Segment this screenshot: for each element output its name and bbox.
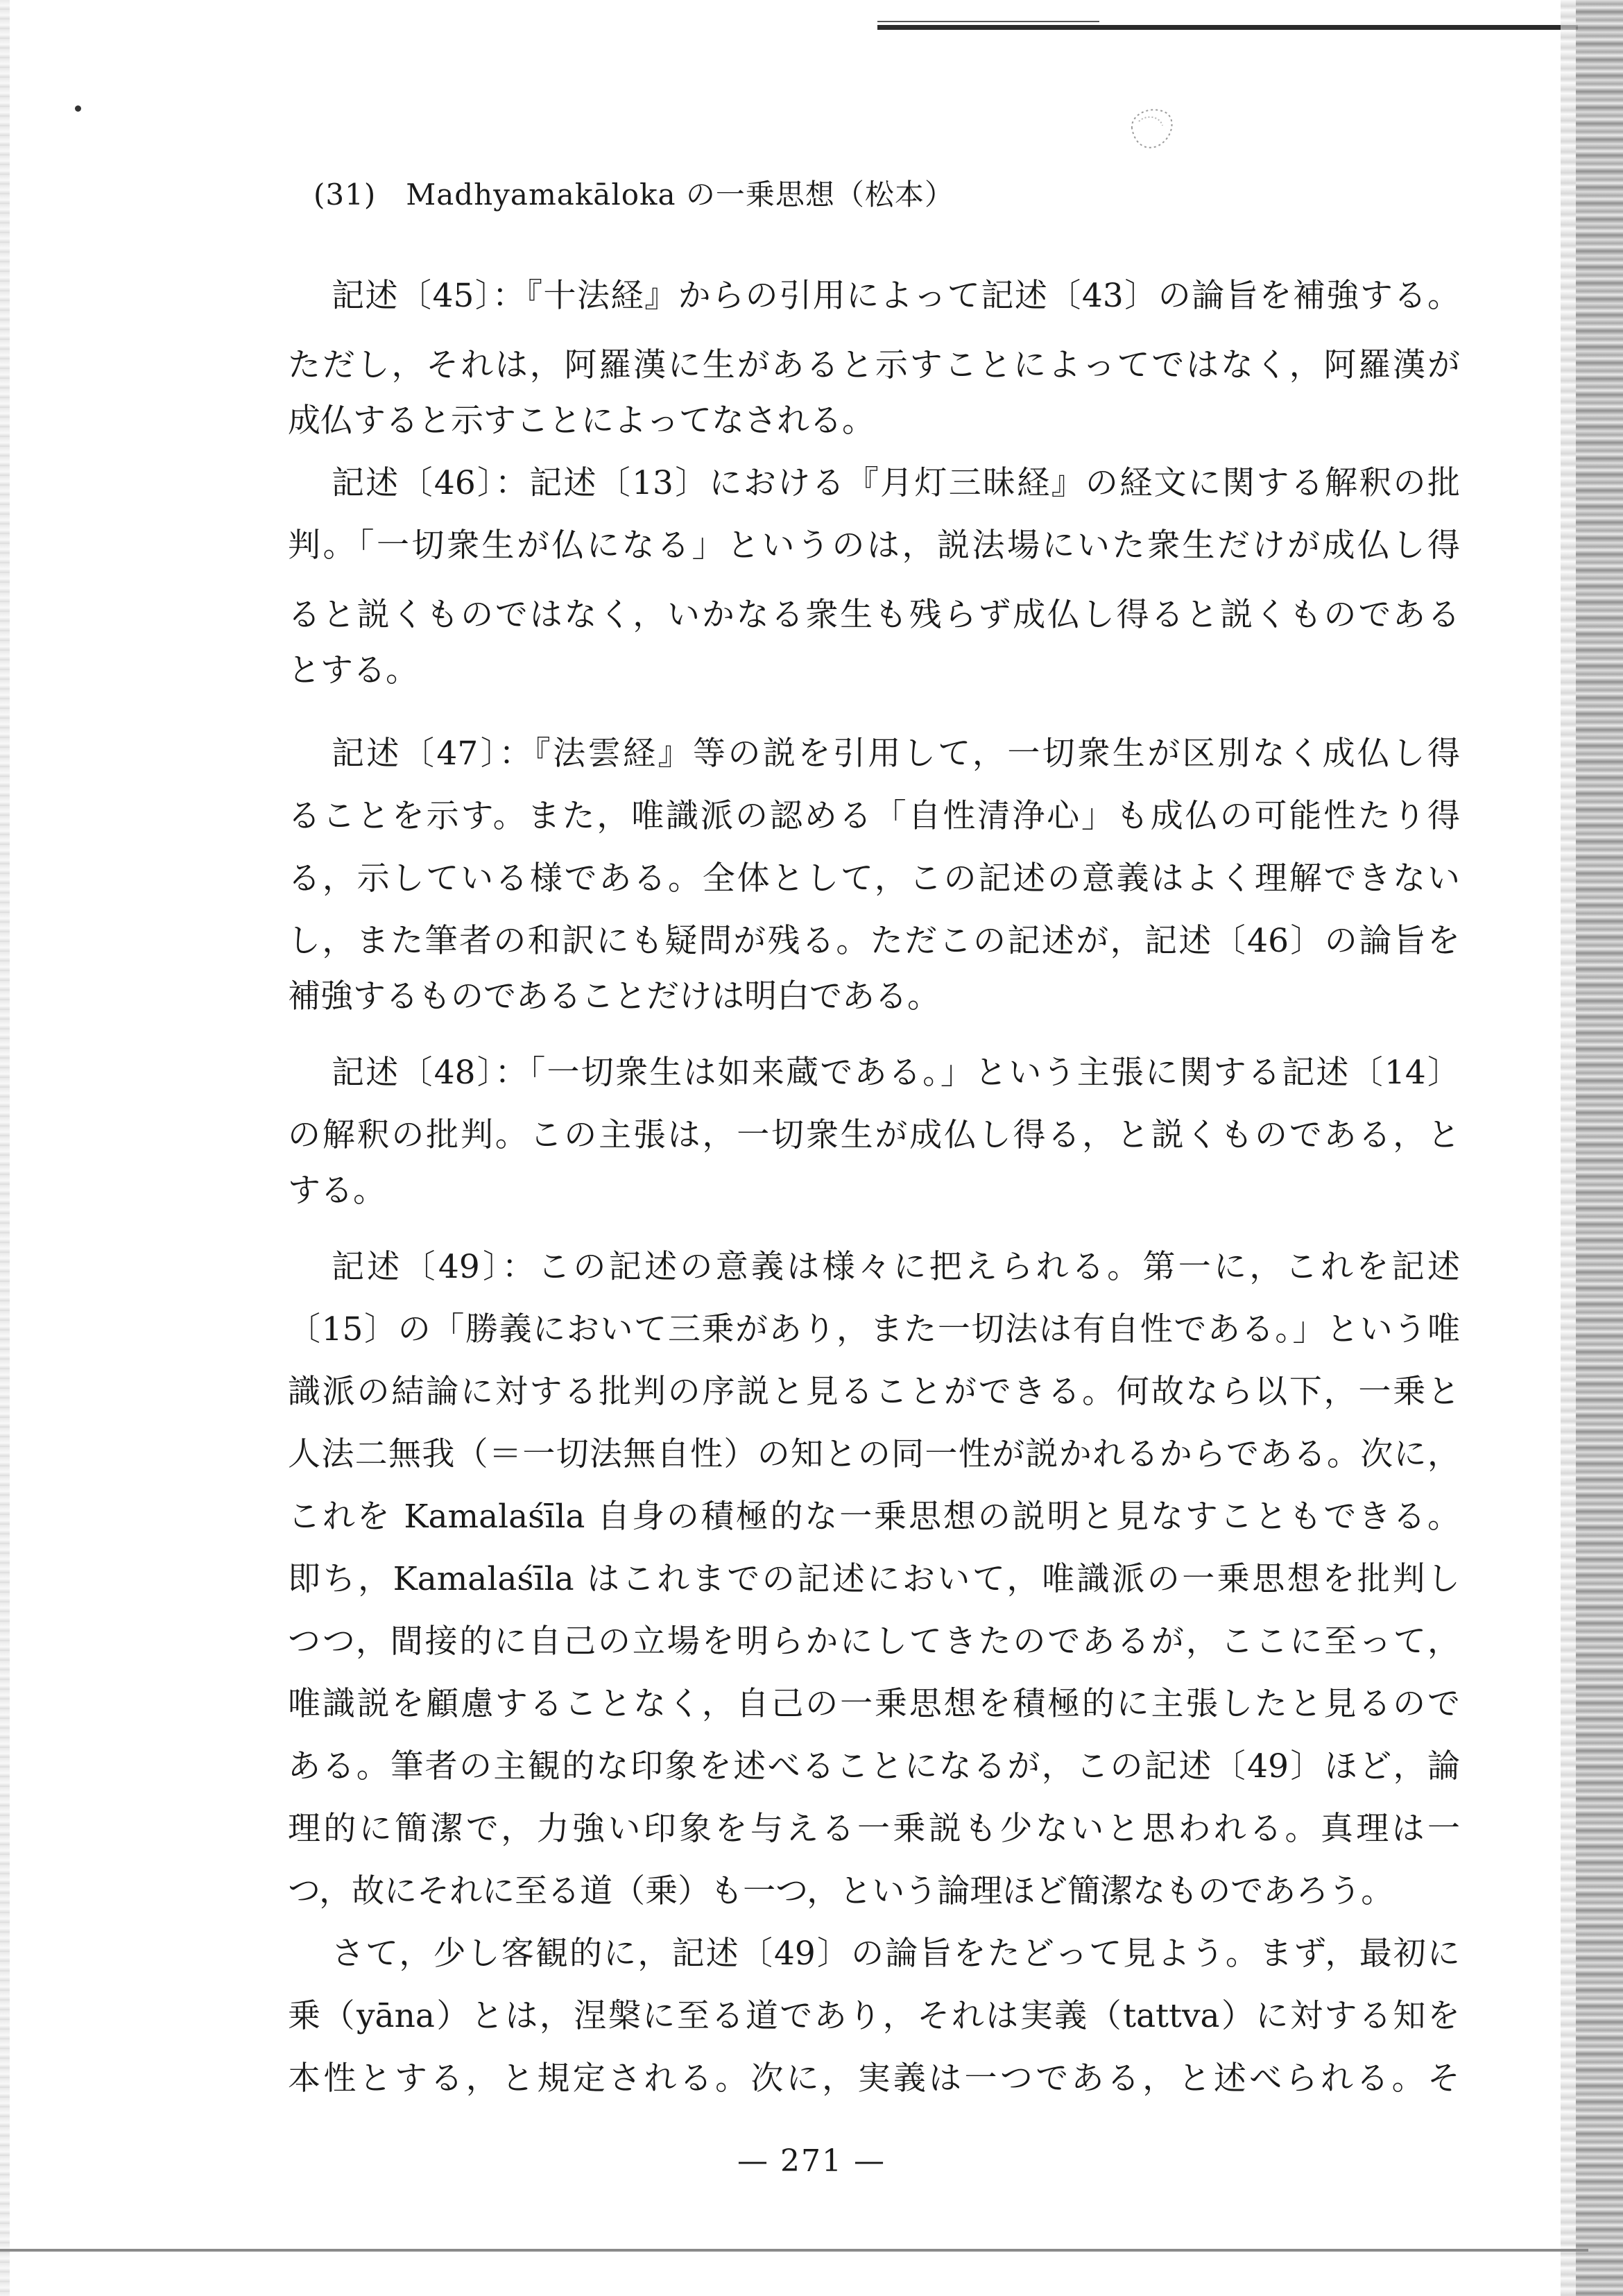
text-line: これを Kamalaśīla 自身の積極的な一乗思想の説明と見なすこともできる。 bbox=[288, 1498, 1460, 1536]
text-line: 本性とする，と規定される。次に，実義は一つである，と述べられる。そ bbox=[288, 2059, 1460, 2098]
scan-bottom-rule bbox=[0, 2249, 1588, 2252]
text-line: 記述〔48〕：「一切衆生は如来蔵である。」という主張に関する記述〔14〕 bbox=[332, 1054, 1460, 1092]
scan-top-rule-thin bbox=[877, 21, 1099, 22]
text-line: 判。「一切衆生が仏になる」というのは，説法場にいた衆生だけが成仏し得 bbox=[288, 526, 1460, 565]
scan-top-rule bbox=[877, 25, 1578, 30]
text-line: ることを示す。また，唯識派の認める「自性清浄心」も成仏の可能性たり得 bbox=[288, 797, 1460, 835]
scan-right-edge-inner bbox=[1561, 0, 1576, 2296]
text-line: 人法二無我（＝一切法無自性）の知との同一性が説かれるからである。次に， bbox=[288, 1435, 1460, 1473]
scan-speck bbox=[75, 105, 81, 112]
faint-stamp-mark bbox=[1118, 101, 1182, 155]
text-line: 唯識説を顧慮することなく，自己の一乗思想を積極的に主張したと見るので bbox=[288, 1685, 1460, 1723]
text-line: 成仏すると示すことによってなされる。 bbox=[288, 402, 875, 440]
text-line: 記述〔46〕：記述〔13〕における『月灯三昧経』の経文に関する解釈の批 bbox=[332, 464, 1460, 502]
text-line: 識派の結論に対する批判の序説と見ることができる。何故なら以下，一乗と bbox=[288, 1373, 1460, 1411]
text-line: 記述〔45〕：『十法経』からの引用によって記述〔43〕の論旨を補強する。 bbox=[332, 277, 1460, 315]
text-line: さて，少し客観的に，記述〔49〕の論旨をたどって見よう。まず，最初に bbox=[332, 1935, 1460, 1973]
text-line: する。 bbox=[288, 1172, 386, 1210]
text-line: る，示している様である。全体として，この記述の意義はよく理解できない bbox=[288, 859, 1460, 898]
text-line: ると説くものではなく，いかなる衆生も残らず成仏し得ると説くものである bbox=[288, 596, 1460, 634]
text-line: つ，故にそれに至る道（乗）も一つ，という論理ほど簡潔なものであろう。 bbox=[288, 1872, 1394, 1910]
text-line: 乗（yāna）とは，涅槃に至る道であり，それは実義（tattva）に対する知を bbox=[288, 1997, 1460, 2035]
scan-right-edge bbox=[1576, 0, 1623, 2296]
text-line: し，また筆者の和訳にも疑問が残る。ただこの記述が，記述〔46〕の論旨を bbox=[288, 922, 1460, 960]
text-line: 〔15〕の「勝義において三乗があり，また一切法は有自性である。」という唯 bbox=[288, 1310, 1460, 1348]
text-line: 理的に簡潔で，力強い印象を与える一乗説も少ないと思われる。真理は一 bbox=[288, 1810, 1460, 1848]
text-line: とする。 bbox=[288, 651, 418, 689]
scan-left-edge bbox=[0, 0, 10, 2296]
page-number: — 271 — bbox=[737, 2143, 886, 2179]
text-line: つつ，間接的に自己の立場を明らかにしてきたのであるが，ここに至って， bbox=[288, 1622, 1460, 1661]
page-header: (31) Madhyamakāloka の一乗思想（松本） bbox=[314, 178, 954, 212]
text-line: ある。筆者の主観的な印象を述べることになるが，この記述〔49〕ほど，論 bbox=[288, 1747, 1460, 1785]
text-line: ただし，それは，阿羅漢に生があると示すことによってではなく，阿羅漢が bbox=[288, 346, 1460, 384]
text-line: 即ち，Kamalaśīla はこれまでの記述において，唯識派の一乗思想を批判し bbox=[288, 1560, 1460, 1598]
text-line: 記述〔49〕：この記述の意義は様々に把えられる。第一に，これを記述 bbox=[332, 1248, 1460, 1286]
text-line: 記述〔47〕：『法雲経』等の説を引用して，一切衆生が区別なく成仏し得 bbox=[332, 735, 1460, 773]
text-line: 補強するものであることだけは明白である。 bbox=[288, 977, 940, 1016]
text-line: の解釈の批判。この主張は，一切衆生が成仏し得る，と説くものである，と bbox=[288, 1116, 1460, 1154]
